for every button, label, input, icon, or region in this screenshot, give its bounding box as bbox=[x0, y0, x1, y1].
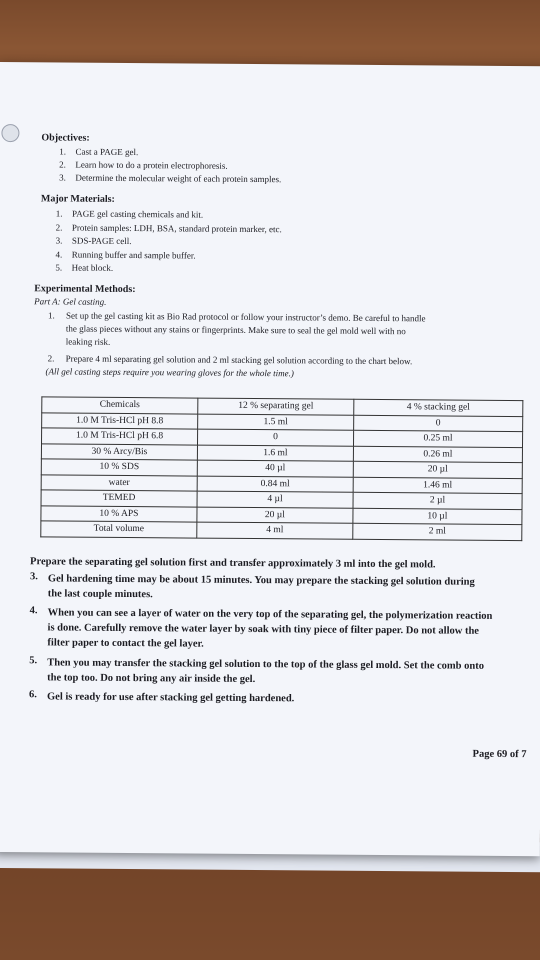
table-cell: 1.0 M Tris-HCl pH 8.8 bbox=[42, 412, 198, 429]
gel-recipe-table bbox=[40, 396, 523, 540]
objective-item: 3. Determine the molecular weight of each protein samples. bbox=[59, 172, 282, 185]
material-item: 5. Heat block. bbox=[55, 262, 114, 273]
objectives-heading: Objectives: bbox=[41, 132, 90, 144]
step-6-line: Gel is ready for use after stacking gel getting hardened. bbox=[46, 691, 295, 705]
table-cell: 1.6 ml bbox=[197, 445, 353, 462]
step-4-line: filter paper to contact the gel layer. bbox=[47, 637, 204, 650]
table-cell: 10 % APS bbox=[41, 505, 197, 522]
step-4-line: is done. Carefully remove the water layer by soak with tiny piece of filter paper. Do not allow the bbox=[47, 622, 480, 637]
step-1-line: Set up the gel casting kit as Bio Rad protocol or follow your instructor’s demo. Be careful to handle bbox=[65, 310, 426, 324]
page-number: Page 69 of 7 bbox=[472, 748, 527, 761]
step-3-line: the last couple minutes. bbox=[47, 588, 153, 601]
table-cell: 0.84 ml bbox=[197, 476, 353, 493]
step-4-line: When you can see a layer of water on the very top of the separating gel, the polymerization reaction bbox=[47, 607, 493, 622]
table-cell: 1.0 M Tris-HCl pH 6.8 bbox=[42, 428, 198, 445]
table-cell: 2 µl bbox=[353, 492, 522, 509]
table-cell: 1.46 ml bbox=[353, 477, 522, 494]
objective-item: 2. Learn how to do a protein electrophoresis. bbox=[59, 159, 228, 171]
step-5-line: Then you may transfer the stacking gel solution to the top of the glass gel mold. Set the comb onto bbox=[47, 657, 485, 672]
material-item: 3. SDS-PAGE cell. bbox=[55, 235, 132, 247]
table-cell: 0.26 ml bbox=[353, 446, 522, 463]
table-cell: 10 µl bbox=[353, 508, 522, 525]
table-cell: 0 bbox=[354, 415, 523, 432]
step-1-line: the glass pieces without any stains or fingerprints. Make sure to seal the gel mold well with no bbox=[65, 323, 406, 337]
column-header: Chemicals bbox=[42, 397, 198, 414]
part-a-title: Part A: Gel casting. bbox=[34, 296, 107, 307]
methods-heading: Experimental Methods: bbox=[34, 283, 136, 296]
table-cell: 0.25 ml bbox=[353, 430, 522, 447]
step-number: 1. bbox=[47, 310, 55, 321]
column-header: 12 % separating gel bbox=[198, 398, 354, 415]
table-cell: 1.5 ml bbox=[198, 414, 354, 431]
table-cell: 10 % SDS bbox=[41, 459, 197, 476]
step-number: 4. bbox=[29, 605, 38, 617]
table-cell: 4 µl bbox=[197, 491, 353, 508]
step-number: 6. bbox=[28, 689, 37, 701]
document-page bbox=[0, 62, 540, 856]
page-content bbox=[0, 62, 540, 856]
step-1-line: leaking risk. bbox=[65, 336, 111, 347]
table-cell: TEMED bbox=[41, 490, 197, 507]
column-header: 4 % stacking gel bbox=[354, 399, 523, 416]
material-item: 2. Protein samples: LDH, BSA, standard protein marker, etc. bbox=[55, 222, 282, 235]
step-number: 2. bbox=[47, 353, 55, 364]
step-number: 5. bbox=[29, 655, 38, 667]
separating-gel-intro: Prepare the separating gel solution first and transfer approximately 3 ml into the gel mold. bbox=[30, 556, 436, 571]
step-5-line: the top too. Do not bring any air inside the gel. bbox=[47, 672, 256, 686]
table-cell: 20 µl bbox=[197, 507, 353, 524]
material-item: 1. PAGE gel casting chemicals and kit. bbox=[55, 208, 204, 220]
gloves-note: (All gel casting steps require you wearing gloves for the whole time.) bbox=[45, 366, 294, 379]
table-row bbox=[41, 521, 522, 540]
step-3-line: Gel hardening time may be about 15 minutes. You may prepare the stacking gel solution during bbox=[47, 573, 475, 588]
table-cell: 40 µl bbox=[197, 460, 353, 477]
objective-item: 1. Cast a PAGE gel. bbox=[59, 146, 139, 158]
table-cell: water bbox=[41, 474, 197, 491]
table-cell: 0 bbox=[198, 429, 354, 446]
table-cell: 20 µl bbox=[353, 461, 522, 478]
material-item: 4. Running buffer and sample buffer. bbox=[55, 249, 196, 261]
table-cell: Total volume bbox=[41, 521, 197, 538]
table-cell: 4 ml bbox=[197, 522, 353, 539]
table-cell: 2 ml bbox=[353, 523, 522, 540]
table-cell: 30 % Arcy/Bis bbox=[41, 443, 197, 460]
step-number: 3. bbox=[29, 571, 38, 583]
materials-heading: Major Materials: bbox=[40, 193, 115, 205]
step-2-text: Prepare 4 ml separating gel solution and 2 ml stacking gel solution according to the chart below. bbox=[65, 353, 413, 367]
